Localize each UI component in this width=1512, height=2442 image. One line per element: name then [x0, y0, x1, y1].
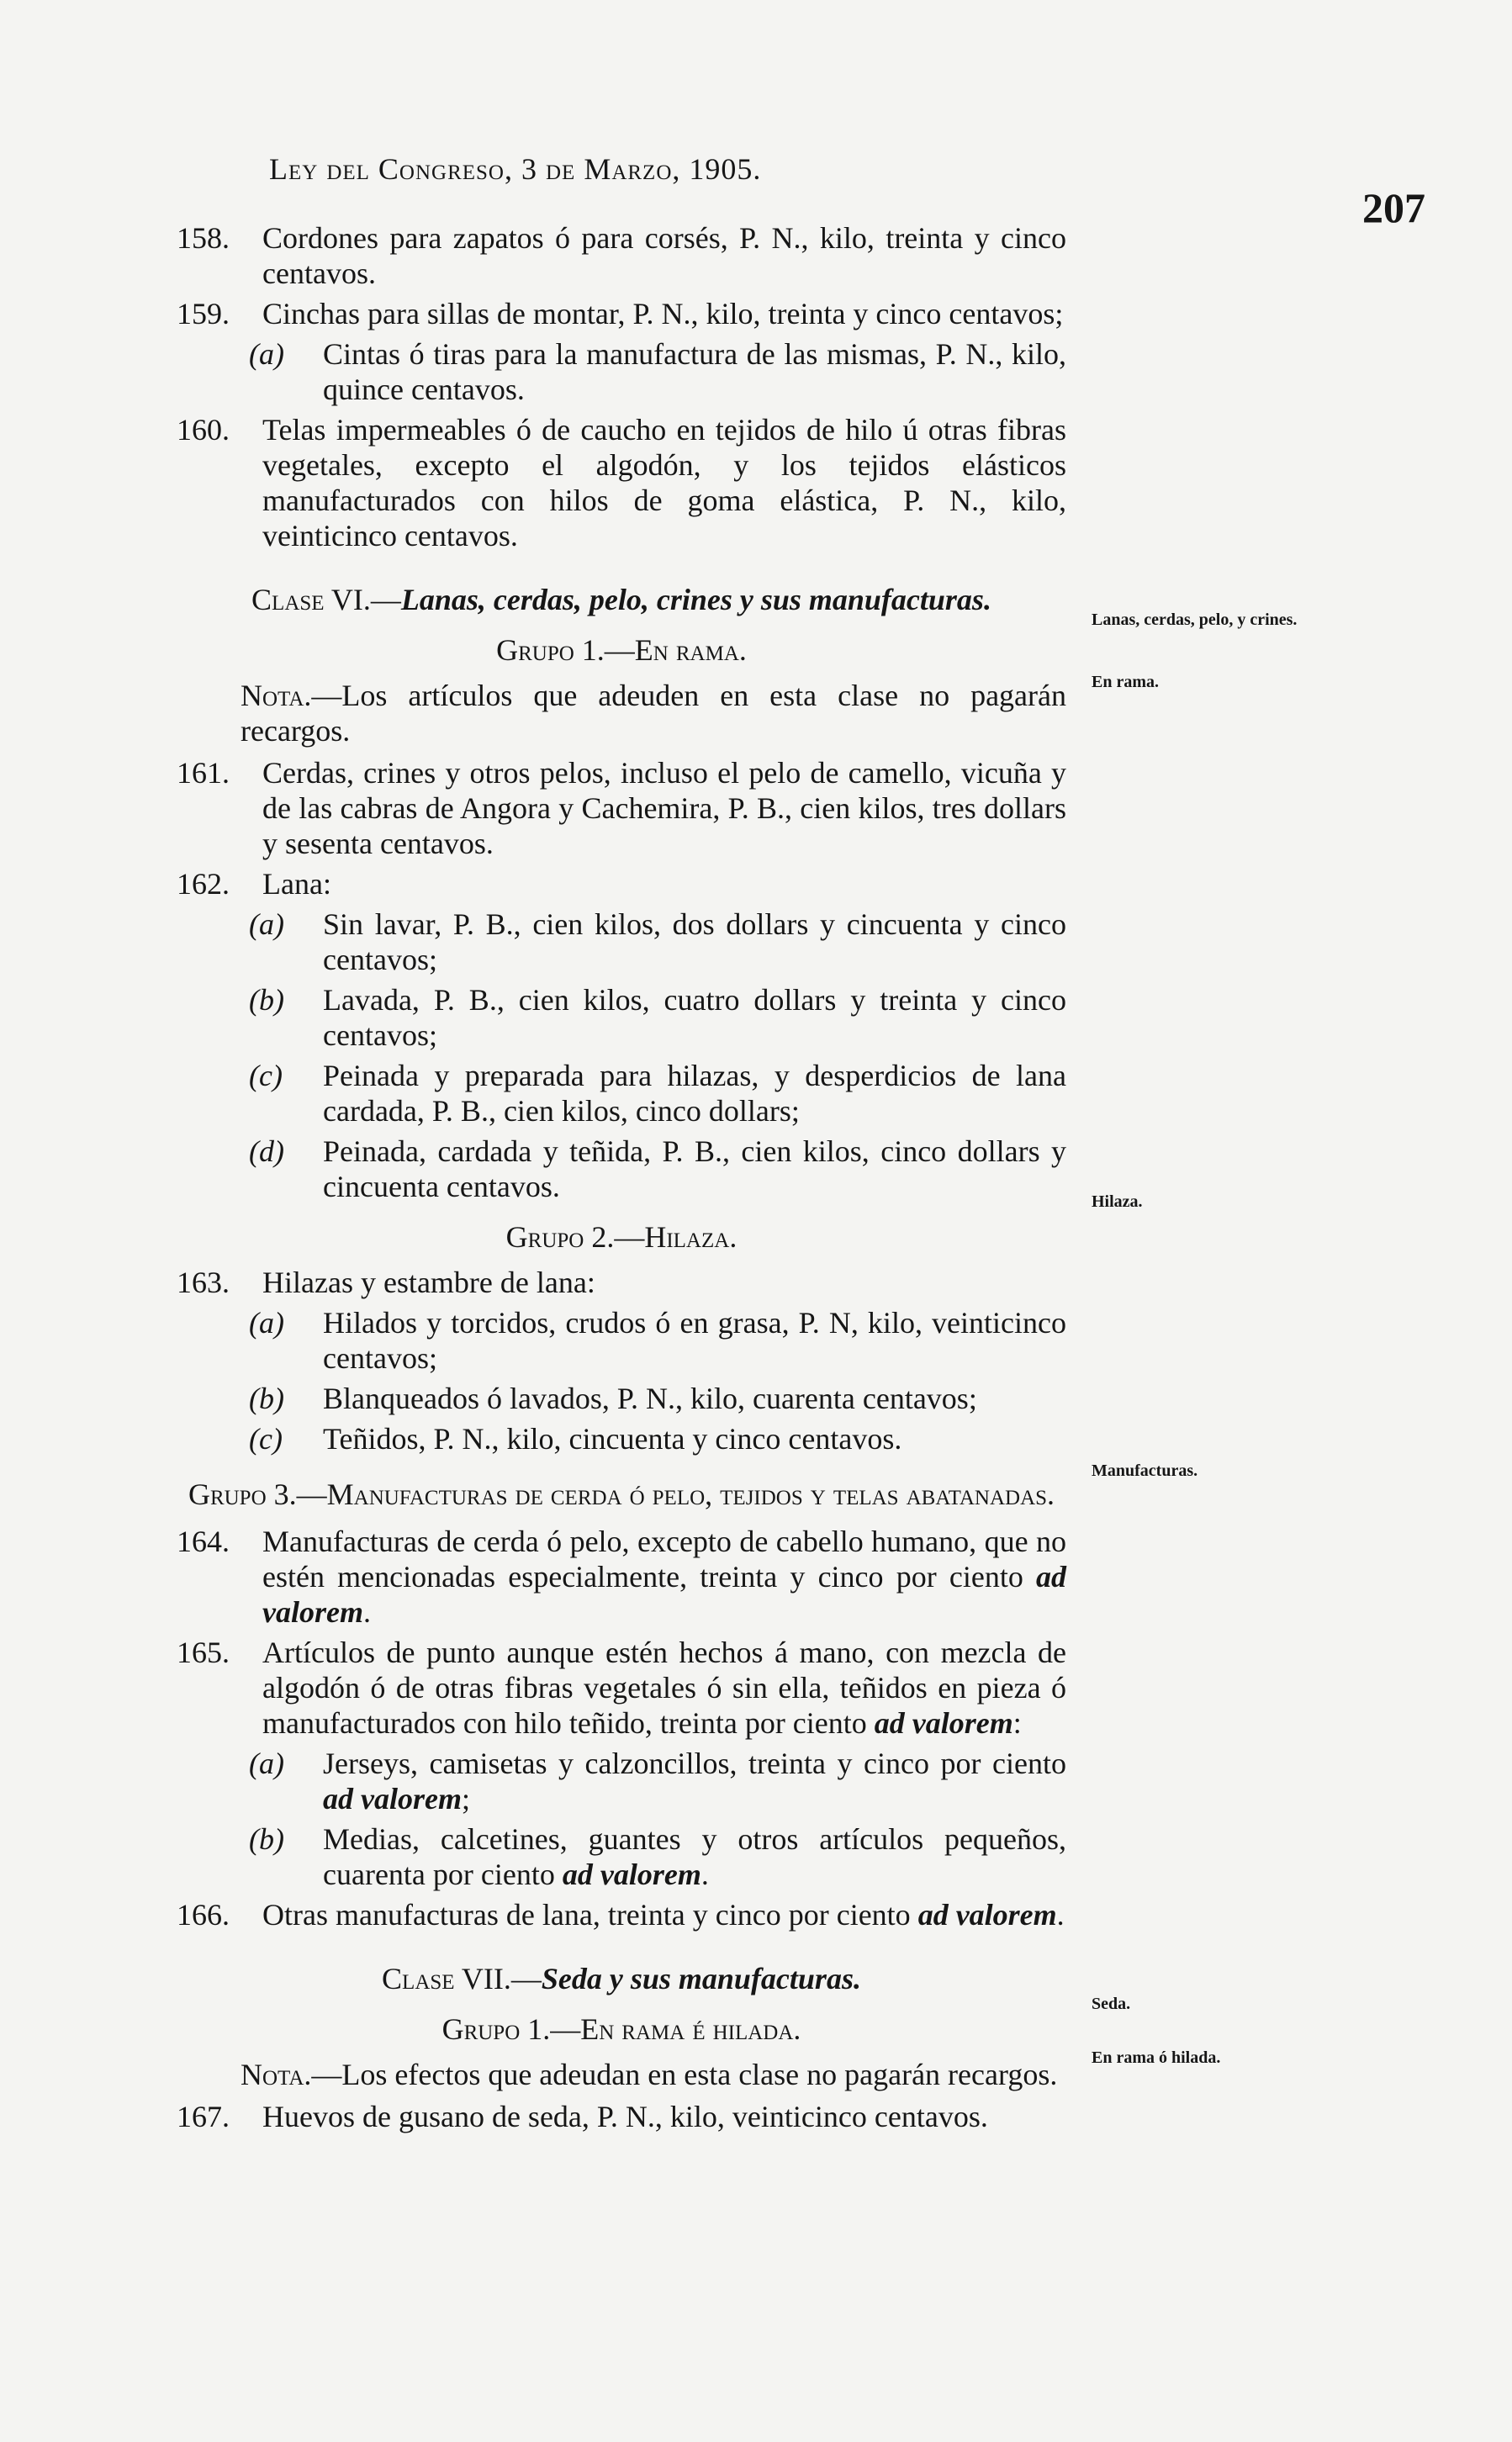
main-text: [177, 220, 1066, 2139]
tariff-subitem-162a: [249, 906, 1066, 977]
item-number: 159.: [177, 297, 230, 330]
tariff-item-159: [177, 296, 1066, 331]
item-text: Cerdas, crines y otros pelos, incluso el pelo de camello, vicuña y de las cabras de Angora y Cachemira, P. B., cien kilos, tres dollars y sesenta centavos.: [262, 756, 1066, 860]
ad-valorem-term: ad valorem: [262, 1560, 1066, 1629]
subitem-text: Hilados y torcidos, crudos ó en grasa, P. N, kilo, veinticinco centavos;: [323, 1306, 1066, 1375]
item-end: ;: [461, 1782, 470, 1816]
tariff-subitem-163a: [249, 1305, 1066, 1376]
class-label: Clase VI.—: [251, 583, 401, 616]
tariff-item-167: [177, 2099, 1066, 2134]
tariff-subitem-165a: [249, 1746, 1066, 1816]
subitem-letter: (a): [249, 907, 284, 941]
sidenote-en-rama: En rama.: [1092, 673, 1159, 691]
subitem-text: Lavada, P. B., cien kilos, cuatro dollars y treinta y cinco centavos;: [323, 983, 1066, 1052]
ad-valorem-term: ad valorem: [323, 1782, 462, 1816]
sidenote-hilaza: Hilaza.: [1092, 1192, 1143, 1211]
subitem-letter: (c): [249, 1422, 283, 1456]
subitem-letter: (a): [249, 1747, 284, 1780]
item-number: 164.: [177, 1525, 230, 1558]
group-2-heading: Grupo 2.—Hilaza.: [505, 1220, 737, 1254]
tariff-item-162: [177, 866, 1066, 901]
group-1-heading: Grupo 1.—En rama.: [496, 633, 747, 667]
item-text: Cordones para zapatos ó para corsés, P. N., kilo, treinta y cinco centavos.: [262, 221, 1066, 290]
sidenote-manufacturas: Manufacturas.: [1092, 1462, 1198, 1480]
class-title: Lanas, cerdas, pelo, crines y sus manufacturas.: [400, 583, 991, 616]
item-number: 160.: [177, 413, 230, 447]
sidenote-seda: Seda.: [1092, 1995, 1131, 2013]
item-end: .: [1056, 1898, 1065, 1932]
page-number: 207: [1362, 184, 1425, 231]
tariff-subitem-165b: [249, 1821, 1066, 1892]
item-end: .: [700, 1858, 709, 1891]
class-vi-heading: [177, 582, 1066, 617]
item-text: Telas impermeables ó de caucho en tejidos de hilo ú otras fibras vegetales, excepto el algodón, y los tejidos elásticos manufacturados con hilos de goma elástica, P. N., kilo, veinticinco centavos.: [262, 413, 1066, 552]
subitem-text: Cintas ó tiras para la manufactura de las mismas, P. N., kilo, quince centavos.: [323, 337, 1066, 406]
tariff-item-164: [177, 1524, 1066, 1630]
subitem-letter: (d): [249, 1134, 284, 1168]
item-text: Manufacturas de cerda ó pelo, excepto de cabello humano, que no estén mencionadas especialmente, treinta y cinco por ciento: [262, 1525, 1066, 1594]
item-text: Otras manufacturas de lana, treinta y cinco por ciento: [262, 1898, 911, 1932]
note-label: Nota.: [241, 679, 312, 712]
tariff-item-158: [177, 220, 1066, 291]
item-end: :: [1012, 1706, 1022, 1740]
item-number: 158.: [177, 221, 230, 255]
tariff-subitem-159a: [249, 336, 1066, 407]
class-title: Seda y sus manufacturas.: [541, 1962, 861, 1995]
tariff-item-160: [177, 412, 1066, 553]
item-text: Artículos de punto aunque estén hechos á mano, con mezcla de algodón ó de otras fibras vegetales ó sin ella, teñidos en pieza ó manufacturados con hilo teñido, treinta por ciento: [262, 1636, 1066, 1740]
sidenote-en-rama-hilada: En rama ó hilada.: [1092, 2048, 1221, 2067]
tariff-item-166: [177, 1897, 1066, 1932]
subitem-text: Teñidos, P. N., kilo, cincuenta y cinco centavos.: [323, 1422, 902, 1456]
subitem-letter: (c): [249, 1059, 283, 1092]
tariff-subitem-163c: [249, 1421, 1066, 1456]
tariff-subitem-162d: [249, 1134, 1066, 1204]
note-text: —Los efectos que adeudan en esta clase no pagarán recargos.: [311, 2058, 1058, 2091]
tariff-item-161: [177, 755, 1066, 861]
subitem-letter: (b): [249, 983, 284, 1017]
note-class-vi: [177, 678, 1066, 748]
item-number: 161.: [177, 756, 230, 790]
item-text: Cinchas para sillas de montar, P. N., kilo, treinta y cinco centavos;: [262, 297, 1064, 330]
subitem-text: Blanqueados ó lavados, P. N., kilo, cuarenta centavos;: [323, 1382, 977, 1415]
tariff-item-165: [177, 1635, 1066, 1741]
item-number: 166.: [177, 1898, 230, 1932]
item-text: Hilazas y estambre de lana:: [262, 1266, 595, 1299]
note-label: Nota.: [241, 2058, 312, 2091]
running-header: Ley del Congreso, 3 de Marzo, 1905.: [269, 152, 762, 186]
item-number: 165.: [177, 1636, 230, 1669]
subitem-letter: (a): [249, 337, 284, 371]
subitem-letter: (b): [249, 1382, 284, 1415]
item-number: 163.: [177, 1266, 230, 1299]
item-number: 162.: [177, 867, 230, 901]
group-7-1-heading: Grupo 1.—En rama é hilada.: [441, 2012, 801, 2046]
ad-valorem-term: ad valorem: [917, 1898, 1057, 1932]
tariff-item-163: [177, 1265, 1066, 1300]
item-text: Lana:: [262, 867, 331, 901]
sidenote-lanas: Lanas, cerdas, pelo, y crines.: [1092, 610, 1298, 629]
item-end: .: [362, 1595, 371, 1629]
ad-valorem-term: ad valorem: [562, 1858, 701, 1891]
tariff-subitem-162b: [249, 982, 1066, 1053]
subitem-letter: (b): [249, 1822, 284, 1856]
subitem-letter: (a): [249, 1306, 284, 1340]
subitem-text: Jerseys, camisetas y calzoncillos, treinta y cinco por ciento: [323, 1747, 1066, 1780]
subitem-text: Peinada, cardada y teñida, P. B., cien kilos, cinco dollars y cincuenta centavos.: [323, 1134, 1066, 1203]
subitem-text: Medias, calcetines, guantes y otros artículos pequeños, cuarenta por ciento: [323, 1822, 1066, 1891]
subitem-text: Sin lavar, P. B., cien kilos, dos dollars y cincuenta y cinco centavos;: [323, 907, 1066, 976]
item-number: 167.: [177, 2100, 230, 2133]
item-text: Huevos de gusano de seda, P. N., kilo, veinticinco centavos.: [262, 2100, 988, 2133]
note-text: —Los artículos que adeuden en esta clase no pagarán recargos.: [241, 679, 1066, 748]
class-vii-heading: [177, 1961, 1066, 1996]
note-class-vii: [177, 2057, 1066, 2092]
tariff-subitem-162c: [249, 1058, 1066, 1128]
group-3-heading: Grupo 3.—Manufacturas de cerda ó pelo, tejidos y telas abatanadas.: [188, 1477, 1055, 1511]
tariff-subitem-163b: [249, 1381, 1066, 1416]
subitem-text: Peinada y preparada para hilazas, y desperdicios de lana cardada, P. B., cien kilos, cinco dollars;: [323, 1059, 1066, 1128]
ad-valorem-term: ad valorem: [874, 1706, 1013, 1740]
class-label: Clase VII.—: [382, 1962, 542, 1995]
